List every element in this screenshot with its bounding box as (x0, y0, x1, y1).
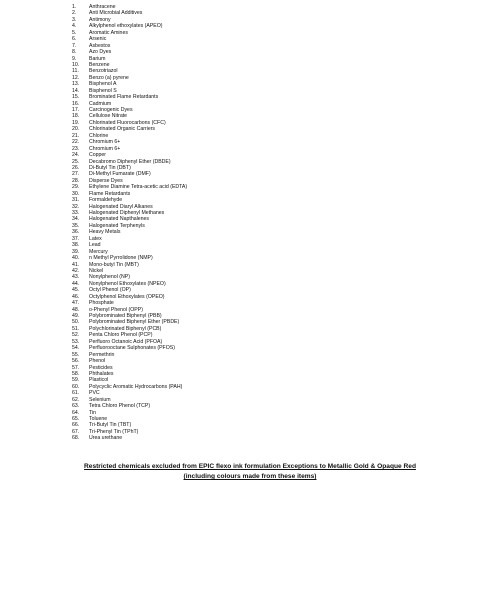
chemical-name: Tri-Butyl Tin (TBT) (89, 422, 132, 429)
chemical-number: 33. (72, 210, 80, 216)
chemical-name: Halogenated Napthalenes (89, 216, 149, 223)
chemical-number: 10. (72, 61, 80, 68)
chemical-name: Carcinogenic Dyes (89, 107, 133, 113)
chemical-name: Chlorinated Fluorocarbons (CFC) (89, 119, 166, 126)
chemical-name: Halogenated Diaryl Alkanes (89, 203, 153, 210)
chemical-number: 6. (72, 36, 77, 43)
chemical-name: Polybrominated Biphenyl Ether (PBDE) (89, 319, 180, 326)
chemical-name: o-Phenyl Phenol (OPP) (89, 306, 143, 313)
chemical-name: Tin (89, 409, 97, 416)
chemical-name: Octylphenol Ethoxylates (OPEO) (89, 293, 165, 300)
chemical-name: Chlorine (89, 132, 109, 139)
chemical-number: 20. (72, 126, 80, 133)
chemical-number: 2. (72, 10, 77, 17)
chemical-number: 37. (72, 235, 80, 242)
chemical-name: Nickel (89, 267, 104, 274)
chemical-name: Benzene (89, 61, 110, 68)
chemical-number: 68. (72, 435, 80, 442)
chemical-name: Barium (89, 55, 106, 62)
chemical-number: 46. (72, 293, 80, 300)
chemical-number: 21. (72, 132, 80, 139)
chemical-number: 54. (72, 345, 80, 352)
chemical-name: Tetra Chloro Phenol (TCP) (89, 403, 151, 410)
chemical-name: Plasticol (89, 377, 109, 384)
chemical-number: 59. (72, 377, 80, 384)
chemical-number: 26. (72, 164, 80, 171)
chemical-name: Anthracene (89, 4, 116, 10)
chemical-number: 65. (72, 416, 80, 422)
chemical-name: Chromium 6+ (89, 145, 121, 152)
chemical-name: Halogenated Diphenyl Methanes (89, 210, 165, 216)
chemical-number: 52. (72, 332, 80, 339)
chemical-number: 8. (72, 49, 77, 56)
chemical-number: 47. (72, 300, 80, 307)
chemical-number: 19. (72, 119, 80, 126)
chemical-name: Asbestos (89, 42, 111, 49)
chemical-name: Penta Chloro Phenol (PCP) (89, 332, 153, 339)
chemical-number: 34. (72, 216, 80, 223)
chemical-name: Octyl Phenol (OP) (89, 287, 131, 294)
chemical-name: n Methyl Pyrrolidone (NMP) (89, 255, 153, 262)
chemical-number: 4. (72, 23, 77, 30)
chemical-number: 18. (72, 113, 80, 120)
chemical-name: Anti Microbial Additives (89, 10, 143, 17)
chemical-number: 56. (72, 358, 80, 365)
chemical-name: Perfluoro Octanoic Acid (PFOA) (89, 338, 163, 345)
chemical-number: 64. (72, 409, 80, 416)
chemical-name: Pesticides (89, 364, 113, 371)
chemical-number: 40. (72, 255, 80, 262)
chemical-name: Perfluorooctane Sulphonates (PFOS) (89, 345, 175, 352)
chemical-name: Polybrominated Biphenyl (PBB) (89, 313, 162, 319)
chemical-name: Phosphate (89, 300, 114, 307)
chemical-name: Copper (89, 152, 107, 159)
chemical-number: 13. (72, 81, 80, 88)
chemical-number: 43. (72, 274, 80, 281)
chemical-number: 44. (72, 280, 80, 287)
chemical-number: 45. (72, 287, 80, 294)
chemical-name: Permethrin (89, 351, 115, 358)
chemical-number: 23. (72, 145, 80, 152)
chemical-name: Mono-butyl Tin (MBT) (89, 261, 139, 268)
chemical-name: PVC (89, 390, 100, 397)
chemical-name: Heavy Metals (89, 229, 121, 236)
chemical-name: Phthalates (89, 370, 114, 377)
chemical-name: Urea urethane (89, 435, 123, 442)
chemical-number: 58. (72, 370, 80, 377)
chemical-name: Cellulose Nitrate (89, 113, 128, 120)
chemical-number: 22. (72, 139, 80, 146)
chemical-name: Chromium 6+ (89, 139, 121, 146)
chemical-number: 27. (72, 171, 80, 178)
chemical-number: 7. (72, 42, 77, 49)
chemical-number: 60. (72, 383, 80, 390)
restricted-chemicals-note: Restricted chemicals excluded from EPIC flexo ink formulation Exceptions to Metallic Gold & Opaque Red (including colours made from these items) (84, 463, 416, 480)
chemical-number: 28. (72, 177, 80, 184)
chemical-name: Azo Dyes (89, 49, 112, 56)
chemical-name: Formaldehyde (89, 197, 123, 204)
chemical-number: 31. (72, 197, 80, 204)
chemical-number: 35. (72, 222, 80, 229)
chemical-number: 3. (72, 16, 77, 23)
chemical-number: 15. (72, 94, 80, 101)
chemical-name: Ethylene Diamine Tetra-acetic acid (EDTA) (89, 184, 188, 191)
chemical-number: 50. (72, 319, 80, 326)
chemical-number: 55. (72, 351, 80, 358)
chemical-number: 53. (72, 338, 80, 345)
chemical-number: 1. (72, 4, 77, 10)
chemical-name: Flame Retardants (89, 190, 131, 197)
chemical-number: 67. (72, 428, 80, 435)
chemical-name: Toluene (89, 416, 108, 422)
chemical-name: Alkylphenol ethoxylates (APEO) (89, 23, 163, 30)
chemical-number: 11. (72, 68, 79, 75)
chemical-name: Polycyclic Aromatic Hydrocarbons (PAH) (89, 383, 183, 390)
chemical-number: 63. (72, 403, 80, 410)
chemical-number: 62. (72, 396, 80, 403)
chemical-number: 14. (72, 87, 80, 94)
chemical-name: Benzo (a) pyrene (89, 74, 129, 81)
chemical-name: Nonylphenol (NP) (89, 274, 130, 281)
chemical-number: 51. (72, 325, 80, 332)
chemical-name: Latex (89, 235, 102, 242)
chemical-number: 42. (72, 267, 80, 274)
chemical-number: 5. (72, 29, 77, 36)
chemical-number: 36. (72, 229, 80, 236)
chemical-name: Decabromo Diphenyl Ether (DBDE) (89, 158, 171, 165)
chemical-number: 61. (72, 390, 80, 397)
chemical-number: 66. (72, 422, 80, 429)
chemical-name: Di-Methyl Fumarate (DMF) (89, 171, 151, 178)
chemical-number: 12. (72, 74, 80, 81)
chemical-name: Lead (89, 242, 101, 249)
chemical-name: Bisphenol S (89, 87, 117, 94)
chemical-number: 30. (72, 190, 80, 197)
chemical-name: Nonylphenol Ethoxylates (NPEO) (89, 280, 166, 287)
chemical-name: Antimony (89, 16, 111, 23)
chemical-number: 9. (72, 55, 77, 62)
chemical-number: 57. (72, 364, 80, 371)
chemical-list-item (72, 435, 187, 441)
chemical-number: 41. (72, 261, 80, 268)
chemical-name: Cadmium (89, 100, 112, 107)
chemical-number: 48. (72, 306, 80, 313)
chemical-number: 17. (72, 107, 80, 113)
chemical-name: Chlorinated Organic Carriers (89, 126, 156, 133)
chemical-name: Brominated Flame Retardants (89, 94, 159, 101)
chemical-number: 32. (72, 203, 80, 210)
chemical-name: Phenol (89, 358, 106, 365)
chemical-name: Disperse Dyes (89, 177, 123, 184)
chemical-number: 16. (72, 100, 80, 107)
chemical-name: Selenium (89, 396, 111, 403)
chemical-name: Aromatic Amines (89, 29, 128, 36)
chemical-number: 39. (72, 248, 80, 255)
chemical-number: 29. (72, 184, 80, 191)
restricted-chemicals-list (72, 4, 187, 442)
chemical-name: Arsenic (89, 36, 107, 43)
chemical-number: 25. (72, 158, 80, 165)
chemical-number: 24. (72, 152, 80, 159)
chemical-name: Benzotriazol (89, 68, 118, 75)
chemical-name: Di-Butyl Tin (DBT) (89, 164, 131, 171)
chemical-name: Mercury (89, 248, 108, 255)
chemical-number: 49. (72, 313, 80, 319)
chemical-number: 38. (72, 242, 80, 249)
chemical-name: Halogenated Terphenyls (89, 222, 145, 229)
chemical-name: Tri-Phenyl Tin (TPhT) (89, 428, 139, 435)
chemical-name: Bisphenol A (89, 81, 117, 88)
chemical-name: Polychlorinated Biphenyl (PCB) (89, 325, 162, 332)
